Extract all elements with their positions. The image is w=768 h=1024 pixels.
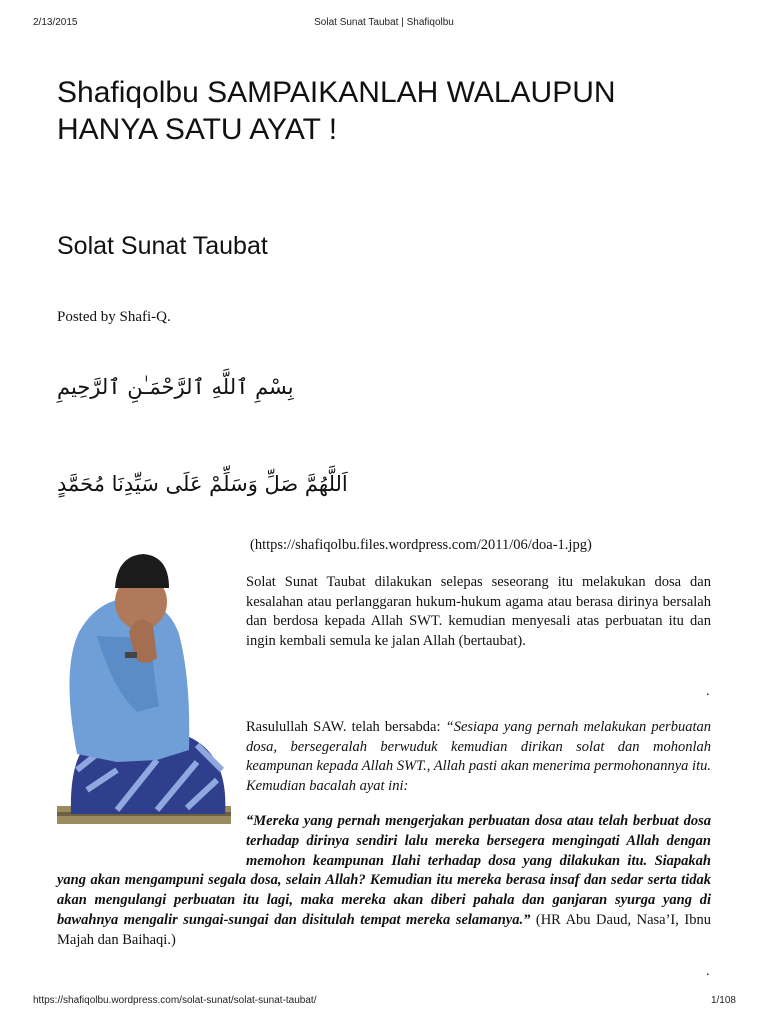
post-title[interactable]: Solat Sunat Taubat: [57, 232, 268, 260]
verse-source: (HR Abu Daud, Nasa’I, Ibnu Majah dan Baihaqi.): [57, 911, 711, 948]
site-title[interactable]: Shafiqolbu SAMPAIKANLAH WALAUPUN HANYA SATU AYAT !: [57, 76, 616, 146]
kopiah-cap: [115, 554, 169, 588]
hadith-paragraph: [246, 718, 711, 796]
footer-url[interactable]: https://shafiqolbu.wordpress.com/solat-sunat/solat-sunat-taubat/: [33, 995, 317, 1006]
basmala-text: بِسْمِ ٱللَّهِ ٱلرَّحْمَـٰنِ ٱلرَّحِيمِ: [57, 375, 294, 399]
hadith-lead: Rasulullah SAW. telah bersabda:: [246, 719, 446, 735]
intro-paragraph: Solat Sunat Taubat dilakukan selepas seseorang itu melakukan dosa dan kesalahan atau perlanggaran hukum-hukum agama atau berasa dirinya bersalah dan berdosa kepada Allah SWT. kemudian menyesali atas perbuatan itu dan ingin kembali semula ke jalan Allah (bertaubat).: [246, 574, 711, 649]
print-date: 2/13/2015: [33, 17, 78, 28]
hadith-quote: “Sesiapa yang pernah melakukan perbuatan dosa, bersegeralah berwuduk kemudian dirikan solat dan mohonlah keampunan kepada Allah SWT., Allah pasti akan menerima permohonannya itu. Kemudian bacalah ayat ini:: [246, 719, 711, 794]
separator-dot-2: .: [706, 964, 710, 979]
image-url-caption[interactable]: (https://shafiqolbu.files.wordpress.com/2011/06/doa-1.jpg): [250, 537, 592, 553]
verse-block: [57, 812, 711, 951]
posted-by: Posted by Shafi-Q.: [57, 309, 171, 325]
verse-text: “Mereka yang pernah mengerjakan perbuatan dosa atau telah berbuat dosa terhadap dirinya sendiri lalu mereka bersegera mengingati Allah dengan memohon keampunan Ilahi terhadap dosa yang dilakukan itu. Siapakah yang akan mengampuni segala dosa, selain Allah? Kemudian itu mereka berasa insaf dan sedar serta tidak akan mengulangi perbuatan itu lagi, maka mereka akan diberi pahala dan ganjaran syurga yang di bawahnya mengalir sungai-sungai dan disitulah tempat mereka selamanya.”: [57, 813, 711, 928]
page-number: 1/108: [710, 995, 736, 1006]
salawat-text: اَللَّهُمَّ صَلِّ وَسَلِّمْ عَلَى سَيِّدِنَا مُحَمَّدٍ: [57, 472, 348, 496]
separator-dot: .: [706, 684, 710, 699]
praying-man-image[interactable]: [57, 540, 231, 826]
print-doc-title: Solat Sunat Taubat | Shafiqolbu: [314, 17, 454, 28]
